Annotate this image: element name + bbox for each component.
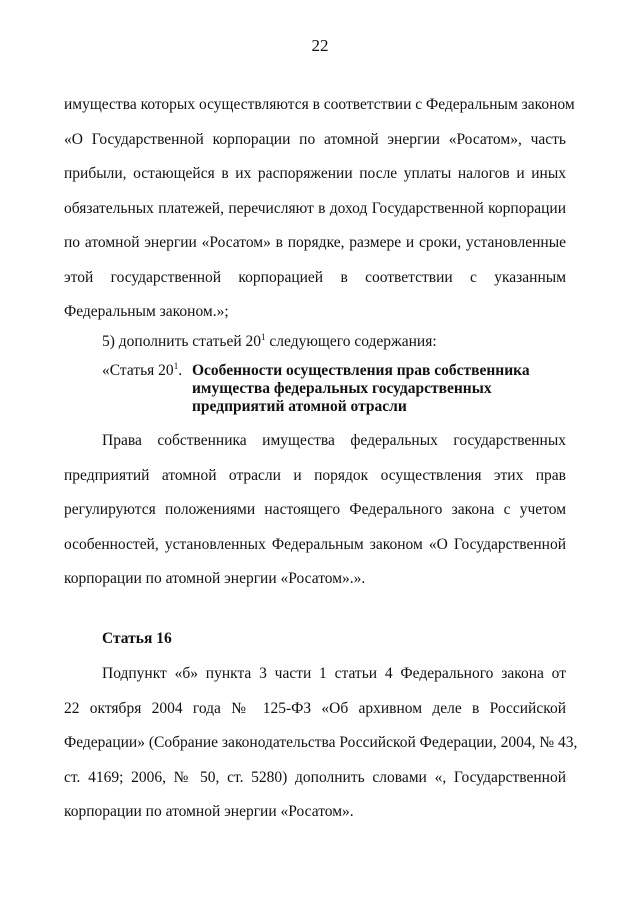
text-line: 22 октября 2004 года № 125-ФЗ «Об архивном деле в Российской (64, 699, 566, 717)
text-line: «О Государственной корпорации по атомной энергии «Росатом», часть (64, 130, 566, 148)
text-line: Подпункт «б» пункта 3 части 1 статьи 4 Федерального закона от (102, 665, 566, 682)
item-5-text: 5) дополнить статьей 20 (102, 333, 262, 350)
superscript: 1 (173, 361, 179, 371)
item-5 (64, 325, 566, 360)
superscript: 1 (261, 332, 266, 342)
text-line: Федеральным законом.»; (64, 303, 229, 320)
article-title (192, 362, 530, 416)
text-line: ст. 4169; 2006, № 50, ст. 5280) дополнить словами «, Государственной (64, 768, 566, 786)
text-line: обязательных платежей, перечисляют в доход Государственной корпорации (64, 199, 566, 217)
item-5-text-end: следующего содержания: (265, 333, 437, 350)
text-line: прибыли, остающейся в их распоряжении после уплаты налогов и иных (64, 165, 566, 182)
article-label-text: «Статья 20 (102, 362, 174, 379)
title-line: Особенности осуществления прав собственника (192, 362, 530, 379)
text-line: Федерации» (Собрание законодательства Российской Федерации, 2004, № 43, (64, 734, 578, 751)
text-line: имущества которых осуществляются в соответствии с Федеральным законом (64, 96, 575, 113)
article-label (102, 362, 182, 380)
article-label-dot: . (178, 362, 183, 379)
text-line: особенностей, установленных Федеральным законом «О Государственной (64, 535, 566, 553)
text-line: этой государственной корпорацией в соответствии с указанным (64, 268, 566, 286)
article-20-1-body (64, 424, 566, 597)
text-line: по атомной энергии «Росатом» в порядке, размере и сроки, установленные (64, 234, 566, 251)
article-16-body (64, 657, 578, 830)
title-line: имущества федеральных государственных (192, 380, 492, 397)
text-line: предприятий атомной отрасли и порядок осуществления этих прав (64, 466, 566, 484)
text-line: регулируются положениями настоящего Федерального закона с учетом (64, 501, 566, 518)
text-line: Права собственника имущества федеральных государственных (102, 432, 566, 449)
paragraph-continuation (64, 88, 575, 330)
title-line: предприятий атомной отрасли (192, 398, 407, 415)
page-number: 22 (311, 36, 329, 55)
text-line: корпорации по атомной энергии «Росатом».». (64, 570, 366, 587)
article-16-heading: Статья 16 (102, 630, 172, 647)
text-line: корпорации по атомной энергии «Росатом». (64, 803, 354, 820)
text-line (64, 325, 566, 360)
